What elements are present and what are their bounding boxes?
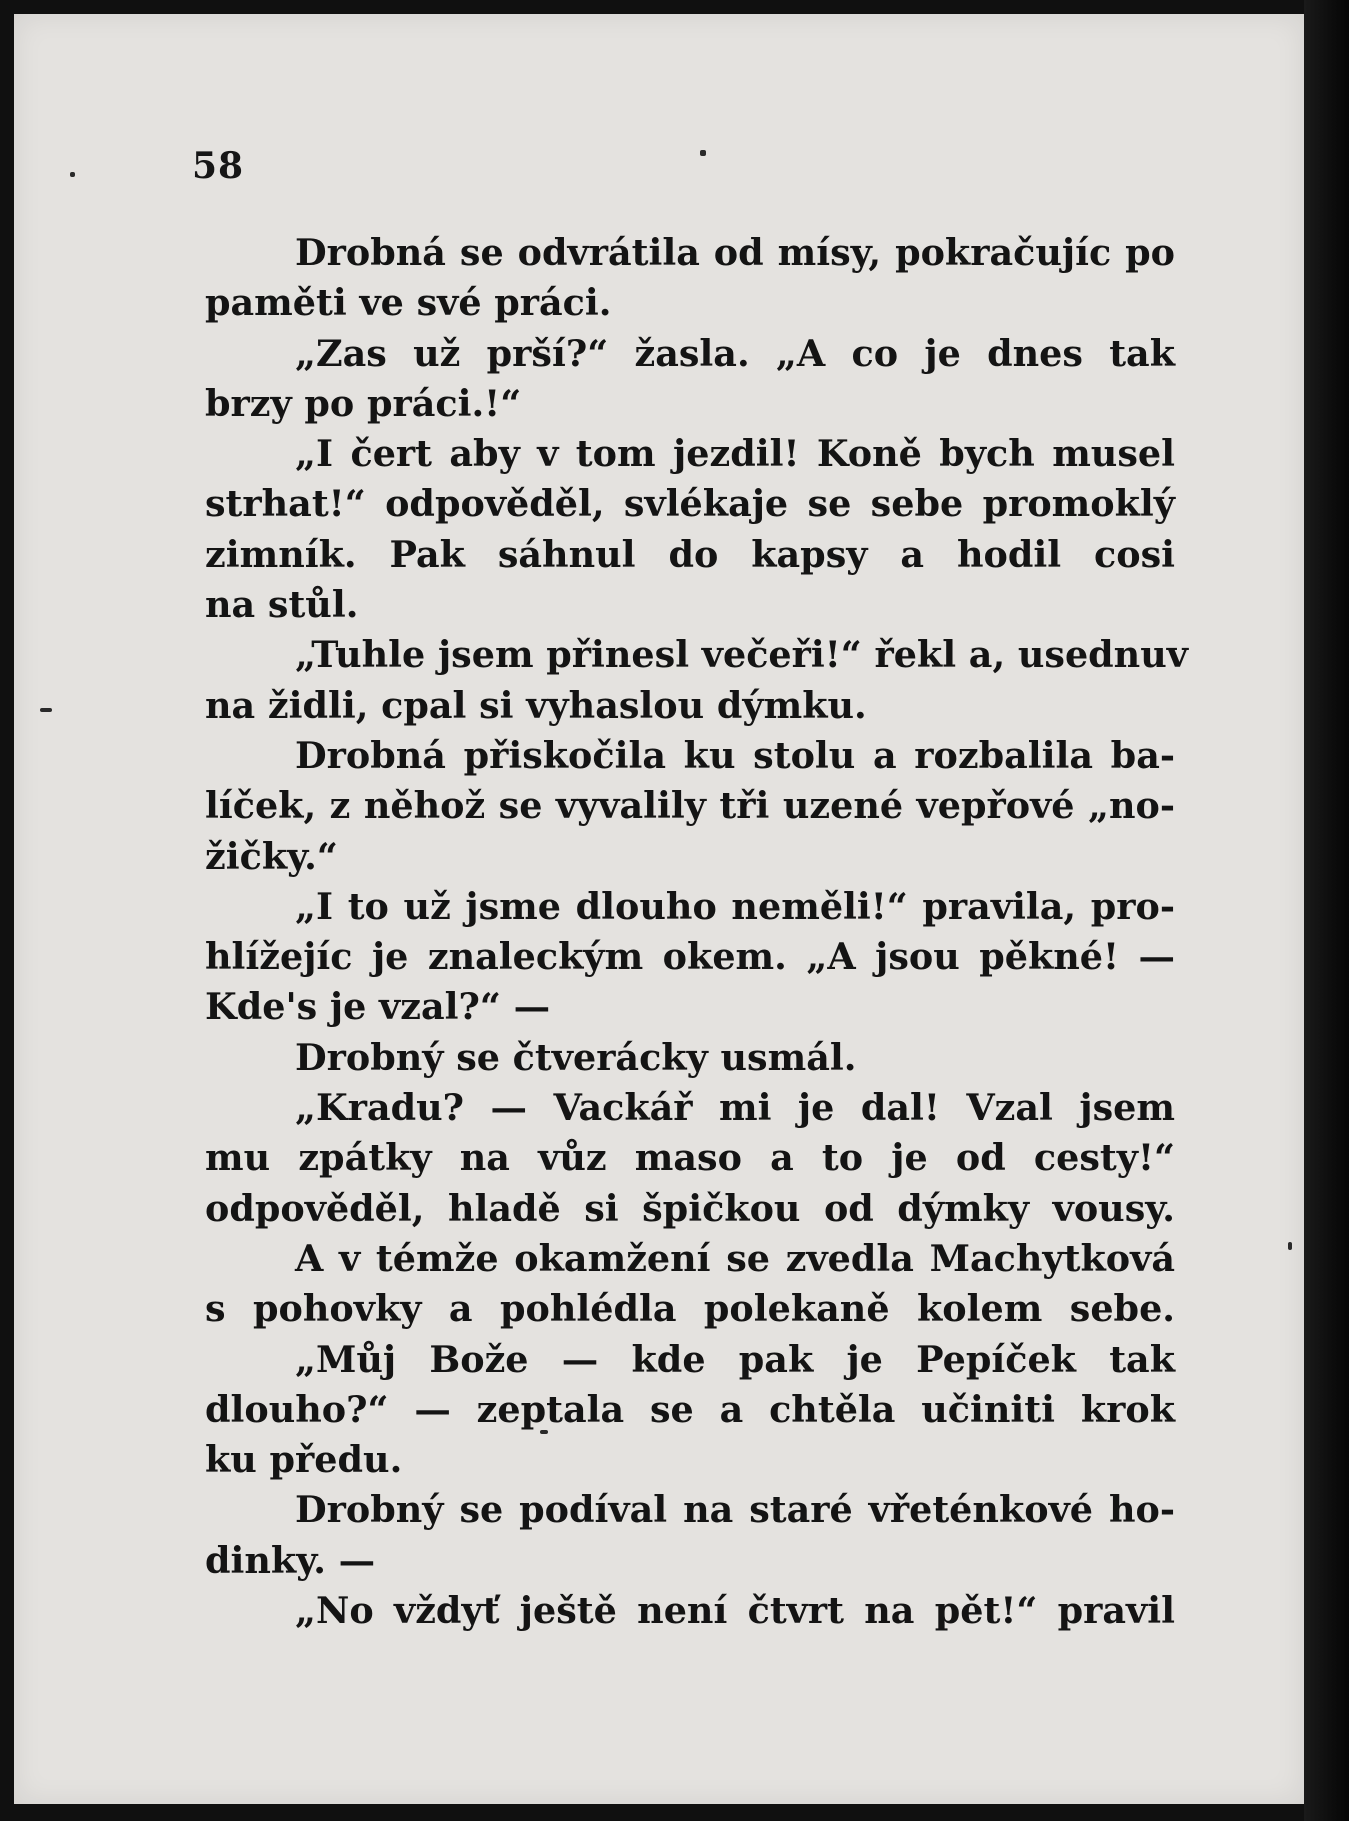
text-line: Drobný se podíval na staré vřeténkové ho- [295,1488,1175,1532]
text-line: líček, z něhož se vyvalily tři uzené vepřové „no- [205,784,1175,828]
text-line: odpověděl, hladě si špičkou od dýmky vousy. [205,1186,1175,1230]
text-line: s pohovky a pohlédla polekaně kolem sebe. [205,1287,1175,1331]
text-line: zimník. Pak sáhnul do kapsy a hodil cosi [205,532,1175,576]
text-line: A v témže okamžení se zvedla Machytková [295,1236,1175,1280]
text-line: dinky. — [205,1538,376,1582]
text-line: „Kradu? — Vackář mi je dal! Vzal jsem [295,1086,1175,1130]
text-line: na stůl. [205,583,359,627]
print-speck [700,150,706,156]
text-line: Drobný se čtverácky usmál. [295,1035,857,1079]
text-line: „I čert aby v tom jezdil! Koně bych musel [295,432,1175,476]
page-number: 58 [192,145,245,187]
print-speck [40,708,52,712]
text-line: „No vždyť ještě není čtvrt na pět!“ pravil [295,1589,1175,1633]
text-line: „Zas už prší?“ žasla. „A co je dnes tak [295,331,1175,375]
text-line: ku předu. [205,1438,403,1482]
text-line: žičky.“ [205,834,338,878]
text-line: Drobná se odvrátila od mísy, pokračujíc po [295,231,1175,274]
text-line: paměti ve své práci. [205,281,612,325]
text-line: Drobná přiskočila ku stolu a rozbalila ba- [295,733,1175,777]
text-line: „I to už jsme dlouho neměli!“ pravila, pro- [295,884,1175,928]
text-line: dlouho?“ — zeptala se a chtěla učiniti krok [205,1387,1175,1431]
page-edge-shadow [1304,0,1349,1821]
text-line: Kde's je vzal?“ — [205,985,551,1029]
text-line: mu zpátky na vůz maso a to je od cesty!“ [205,1136,1175,1180]
text-line: brzy po práci.!“ [205,381,522,425]
text-line: hlížejíc je znaleckým okem. „A jsou pěkné! — [205,935,1175,979]
text-line: „Můj Bože — kde pak je Pepíček tak [295,1337,1175,1381]
text-line: na židli, cpal si vyhaslou dýmku. [205,683,867,727]
text-line: „Tuhle jsem přinesl večeři!“ řekl a, usednuv [295,633,1188,677]
print-speck [70,172,75,177]
text-line: strhat!“ odpověděl, svlékaje se sebe promoklý [205,482,1175,526]
print-speck [1288,1242,1292,1250]
body-text [205,228,1188,1636]
